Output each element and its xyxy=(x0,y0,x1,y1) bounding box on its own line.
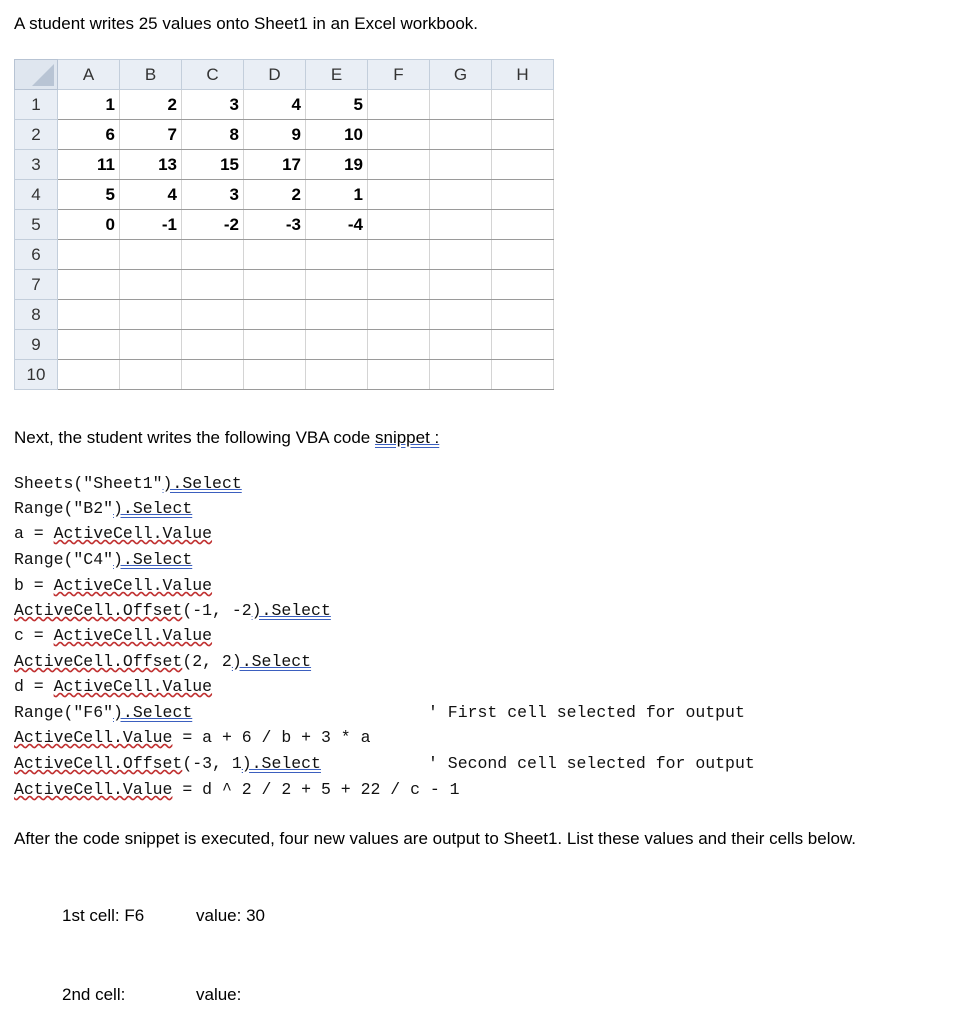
row-header[interactable]: 8 xyxy=(15,300,58,330)
sheet-cell[interactable]: 4 xyxy=(244,90,306,120)
code-token: ).Select xyxy=(251,601,331,620)
sheet-cell[interactable]: -4 xyxy=(306,210,368,240)
sheet-cell[interactable] xyxy=(182,330,244,360)
row-header[interactable]: 10 xyxy=(15,360,58,390)
next-text xyxy=(14,428,439,448)
sheet-cell[interactable] xyxy=(492,90,554,120)
sheet-cell[interactable] xyxy=(120,330,182,360)
sheet-row xyxy=(15,120,554,150)
row-header[interactable]: 9 xyxy=(15,330,58,360)
sheet-cell[interactable] xyxy=(58,300,120,330)
code-token: Sheets("Sheet1" xyxy=(14,474,163,493)
column-header[interactable]: D xyxy=(244,60,306,90)
sheet-cell[interactable]: 15 xyxy=(182,150,244,180)
code-token: ActiveCell.Value xyxy=(14,728,173,747)
code-token: ActiveCell.Offset xyxy=(14,754,183,773)
code-line-5 xyxy=(14,576,212,595)
first-cell-label: 1st cell: F6 xyxy=(62,906,145,925)
sheet-cell[interactable]: 11 xyxy=(58,150,120,180)
sheet-cell[interactable]: 2 xyxy=(244,180,306,210)
sheet-cell[interactable] xyxy=(244,300,306,330)
code-line-2 xyxy=(14,499,192,518)
sheet-cell[interactable] xyxy=(430,90,492,120)
code-token: ).Select xyxy=(113,499,193,518)
sheet-cell[interactable] xyxy=(492,330,554,360)
code-token: ActiveCell.Value xyxy=(53,524,213,543)
code-comment-2: ' Second cell selected for output xyxy=(428,754,755,773)
code-token: Range("F6" xyxy=(14,703,114,722)
sheet-cell[interactable]: 17 xyxy=(244,150,306,180)
sheet-row xyxy=(15,90,554,120)
column-header-row xyxy=(15,60,554,90)
sheet-cell[interactable] xyxy=(492,360,554,390)
sheet-cell[interactable] xyxy=(430,270,492,300)
intro-text: A student writes 25 values onto Sheet1 in an Excel workbook. xyxy=(14,14,478,33)
sheet-cell[interactable] xyxy=(120,360,182,390)
row-header[interactable]: 1 xyxy=(15,90,58,120)
sheet-cell[interactable] xyxy=(492,300,554,330)
sheet-cell[interactable] xyxy=(492,150,554,180)
code-line-13 xyxy=(14,780,460,799)
sheet-row xyxy=(15,270,554,300)
sheet-cell[interactable] xyxy=(368,210,430,240)
code-line-1 xyxy=(14,474,242,493)
sheet-cell[interactable]: 13 xyxy=(120,150,182,180)
code-token: d = xyxy=(14,677,54,696)
sheet-cell[interactable]: 19 xyxy=(306,150,368,180)
column-header[interactable]: C xyxy=(182,60,244,90)
next-prefix: Next, the student writes the following VBA code xyxy=(14,428,375,447)
sheet-cell[interactable] xyxy=(306,270,368,300)
column-header[interactable]: A xyxy=(58,60,120,90)
snippet-link: snippet : xyxy=(374,428,440,447)
code-token: ActiveCell.Value xyxy=(14,780,173,799)
sheet-cell[interactable] xyxy=(430,300,492,330)
sheet-cell[interactable] xyxy=(306,300,368,330)
code-token: = a + 6 / b + 3 * a xyxy=(172,728,371,747)
sheet-row xyxy=(15,330,554,360)
sheet-cell[interactable] xyxy=(368,360,430,390)
code-line-7 xyxy=(14,626,212,645)
column-header[interactable]: H xyxy=(492,60,554,90)
sheet-cell[interactable] xyxy=(120,270,182,300)
row-header[interactable]: 5 xyxy=(15,210,58,240)
sheet-cell[interactable]: -3 xyxy=(244,210,306,240)
code-token: ActiveCell.Value xyxy=(53,576,213,595)
spreadsheet-grid xyxy=(14,59,554,390)
sheet-cell[interactable] xyxy=(368,150,430,180)
sheet-cell[interactable] xyxy=(368,270,430,300)
corner-triangle-icon xyxy=(32,64,54,86)
sheet-cell[interactable] xyxy=(306,360,368,390)
column-header[interactable]: B xyxy=(120,60,182,90)
code-token: = d ^ 2 / 2 + 5 + 22 / c - 1 xyxy=(172,780,460,799)
sheet-cell[interactable] xyxy=(244,330,306,360)
sheet-cell[interactable] xyxy=(368,180,430,210)
sheet-cell[interactable] xyxy=(430,240,492,270)
sheet-cell[interactable] xyxy=(492,270,554,300)
sheet-cell[interactable]: 1 xyxy=(306,180,368,210)
code-token: b = xyxy=(14,576,54,595)
sheet-cell[interactable]: 8 xyxy=(182,120,244,150)
row-header[interactable]: 4 xyxy=(15,180,58,210)
code-token: Range("C4" xyxy=(14,550,114,569)
sheet-cell[interactable] xyxy=(182,240,244,270)
sheet-cell[interactable] xyxy=(306,240,368,270)
sheet-cell[interactable]: 10 xyxy=(306,120,368,150)
code-line-3 xyxy=(14,524,212,543)
sheet-row xyxy=(15,210,554,240)
code-token: ActiveCell.Offset xyxy=(14,601,183,620)
sheet-cell[interactable]: 5 xyxy=(58,180,120,210)
sheet-cell[interactable] xyxy=(368,90,430,120)
code-token: ActiveCell.Value xyxy=(53,626,213,645)
code-token: ).Select xyxy=(113,703,193,722)
code-line-10 xyxy=(14,703,192,722)
code-token: ).Select xyxy=(162,474,242,493)
row-header[interactable]: 2 xyxy=(15,120,58,150)
sheet-cell[interactable] xyxy=(430,330,492,360)
code-line-11 xyxy=(14,728,370,747)
sheet-row xyxy=(15,150,554,180)
first-value-label: value: 30 xyxy=(196,906,265,925)
sheet-cell[interactable]: 5 xyxy=(306,90,368,120)
sheet-cell[interactable] xyxy=(430,180,492,210)
code-token: a = xyxy=(14,524,54,543)
sheet-cell[interactable] xyxy=(368,240,430,270)
row-header[interactable]: 3 xyxy=(15,150,58,180)
sheet-cell[interactable]: 9 xyxy=(244,120,306,150)
sheet-cell[interactable] xyxy=(492,240,554,270)
sheet-cell[interactable] xyxy=(182,300,244,330)
code-line-6 xyxy=(14,601,331,620)
sheet-cell[interactable] xyxy=(244,240,306,270)
sheet-row xyxy=(15,240,554,270)
column-header[interactable]: F xyxy=(368,60,430,90)
sheet-cell[interactable] xyxy=(492,120,554,150)
sheet-cell[interactable] xyxy=(120,240,182,270)
sheet-cell[interactable]: 6 xyxy=(58,120,120,150)
code-comment-1: ' First cell selected for output xyxy=(428,703,745,722)
sheet-cell[interactable] xyxy=(58,270,120,300)
code-token: (-1, -2 xyxy=(182,601,252,620)
sheet-cell[interactable] xyxy=(430,360,492,390)
sheet-cell[interactable] xyxy=(430,210,492,240)
code-token: ).Select xyxy=(241,754,321,773)
sheet-cell[interactable]: 1 xyxy=(58,90,120,120)
sheet-cell[interactable] xyxy=(368,120,430,150)
sheet-row xyxy=(15,360,554,390)
code-token: c = xyxy=(14,626,54,645)
code-token: (2, 2 xyxy=(182,652,232,671)
code-line-8 xyxy=(14,652,311,671)
sheet-cell[interactable]: 2 xyxy=(120,90,182,120)
sheet-cell[interactable] xyxy=(492,180,554,210)
row-header[interactable]: 6 xyxy=(15,240,58,270)
sheet-cell[interactable] xyxy=(244,270,306,300)
sheet-cell[interactable] xyxy=(430,120,492,150)
sheet-cell[interactable]: -2 xyxy=(182,210,244,240)
sheet-cell[interactable]: -1 xyxy=(120,210,182,240)
sheet-cell[interactable]: 3 xyxy=(182,90,244,120)
sheet-row xyxy=(15,300,554,330)
sheet-row xyxy=(15,180,554,210)
sheet-cell[interactable]: 3 xyxy=(182,180,244,210)
sheet-cell[interactable] xyxy=(58,360,120,390)
sheet-cell[interactable] xyxy=(58,330,120,360)
second-cell-label: 2nd cell: xyxy=(62,985,126,1004)
sheet-cell[interactable] xyxy=(368,300,430,330)
sheet-cell[interactable] xyxy=(430,150,492,180)
sheet-cell[interactable] xyxy=(368,330,430,360)
sheet-cell[interactable]: 4 xyxy=(120,180,182,210)
code-token: ).Select xyxy=(113,550,193,569)
select-all-corner[interactable] xyxy=(15,60,58,90)
code-line-9 xyxy=(14,677,212,696)
sheet-cell[interactable] xyxy=(306,330,368,360)
column-header[interactable]: E xyxy=(306,60,368,90)
second-value-label: value: xyxy=(196,985,242,1004)
code-token: ActiveCell.Offset xyxy=(14,652,183,671)
row-header[interactable]: 7 xyxy=(15,270,58,300)
code-token: ActiveCell.Value xyxy=(53,677,213,696)
sheet-cell[interactable] xyxy=(244,360,306,390)
code-token: (-3, 1 xyxy=(182,754,242,773)
sheet-cell[interactable] xyxy=(492,210,554,240)
after-text: After the code snippet is executed, four new values are output to Sheet1. List these values and their cells below. xyxy=(14,829,857,848)
sheet-cell[interactable] xyxy=(182,270,244,300)
code-token: Range("B2" xyxy=(14,499,114,518)
sheet-cell[interactable]: 0 xyxy=(58,210,120,240)
code-line-12 xyxy=(14,754,321,773)
code-token: ).Select xyxy=(231,652,312,671)
sheet-cell[interactable] xyxy=(120,300,182,330)
column-header[interactable]: G xyxy=(430,60,492,90)
sheet-cell[interactable]: 7 xyxy=(120,120,182,150)
code-line-4 xyxy=(14,550,192,569)
sheet-cell[interactable] xyxy=(182,360,244,390)
sheet-cell[interactable] xyxy=(58,240,120,270)
